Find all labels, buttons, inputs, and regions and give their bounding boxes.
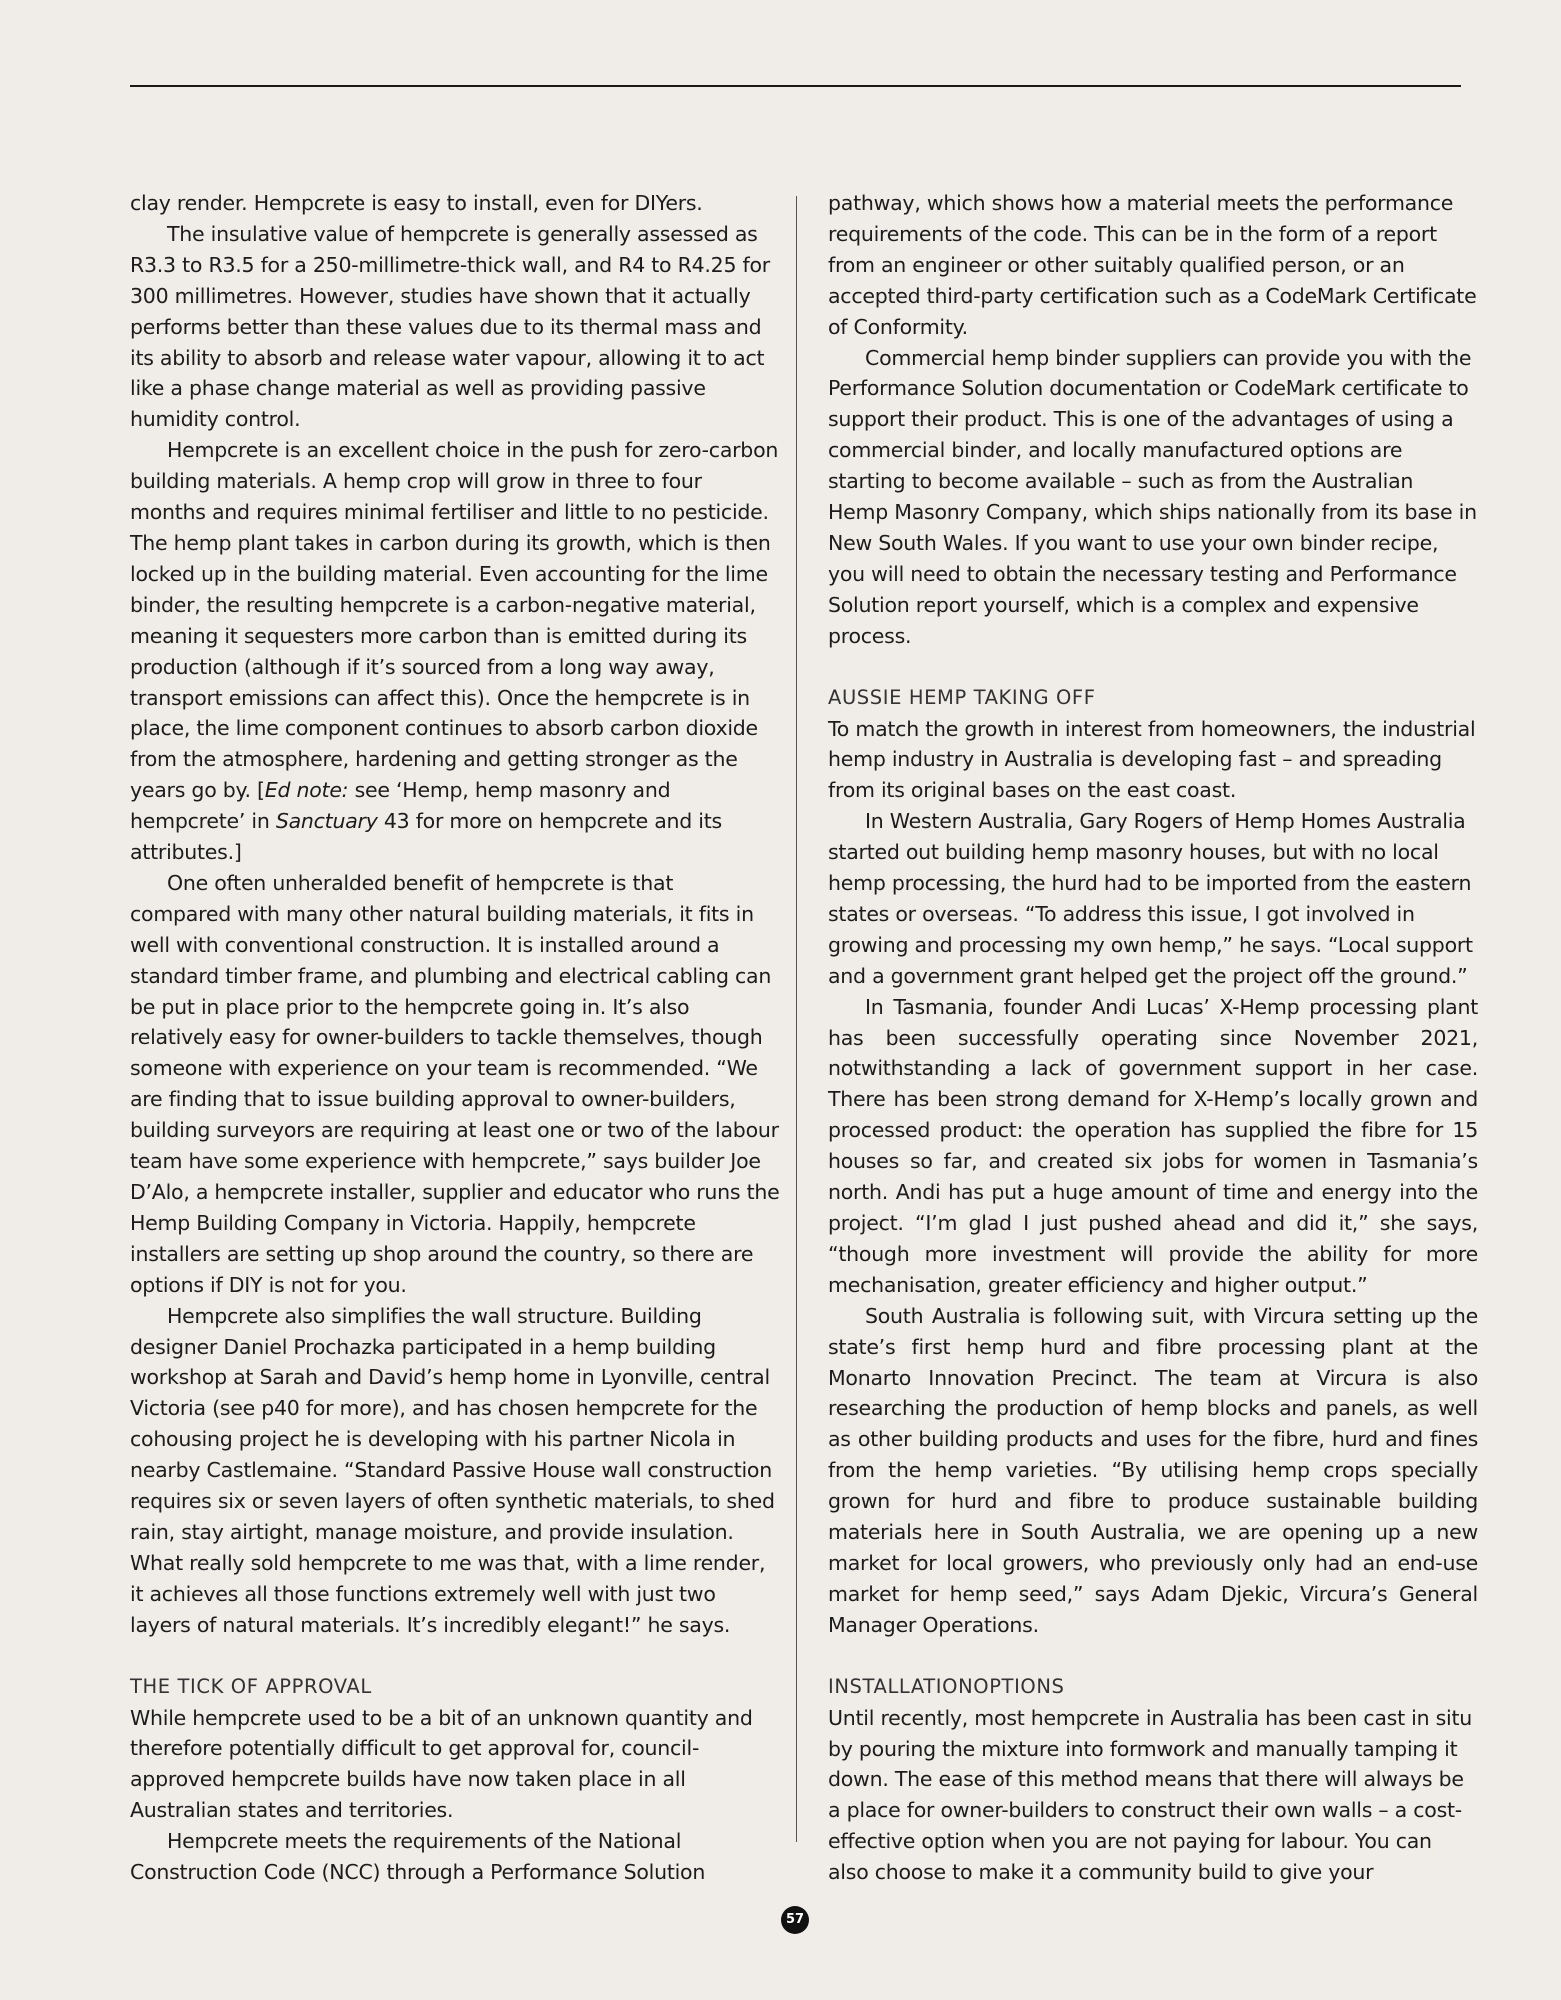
- paragraph: The insulative value of hempcrete is generally assessed as R3.3 to R3.5 for a 250-millimetre-thick wall, and R4 to R4.25 for 300 millimetres. However, studies have shown that it actually performs better than these values due to its thermal mass and its ability to absorb and release water vapour, allowing it to act like a phase change material as well as providing passive humidity control.: [130, 221, 770, 432]
- paragraph: In Tasmania, founder Andi Lucas’ X-Hemp processing plant has been successfully operating since November 2021, notwithstanding a lack of government support in her case. There has been strong demand for X-Hemp’s locally grown and processed product: the operation has supplied the fibre for 15 houses so far, and created six jobs for women in Tasmania’s north. Andi has put a huge amount of time and energy into the project. “I’m glad I just pushed ahead and did it,” she says, “though more investment will provide the ability for more mechanisation, greater efficiency and higher output.”: [828, 994, 1478, 1297]
- column-divider: [796, 196, 797, 1842]
- magazine-title: Sanctuary: [275, 809, 378, 834]
- paragraph: South Australia is following suit, with Vircura setting up the state’s first hemp hurd and fibre processing plant at the Monarto Innovation Precinct. The team at Vircura is also researching the production of hemp blocks and panels, as well as other building products and uses for the fibre, hurd and fines from the hemp varieties. “By utilising hemp crops specially grown for hurd and fibre to produce sustainable building materials here in South Australia, we are opening up a new market for local growers, who previously only had an end-use market for hemp seed,” says Adam Djekic, Vircura’s General Manager Operations.: [828, 1303, 1478, 1637]
- paragraph: In Western Australia, Gary Rogers of Hemp Homes Australia started out building hemp masonry houses, but with no local hemp processing, the hurd had to be imported from the eastern states or overseas. “To address this issue, I got involved in growing and processing my own hemp,” he says. “Local support and a government grant helped get the project off the ground.”: [828, 809, 1473, 988]
- header-rule: [130, 85, 1461, 87]
- paragraph-text: 43 for more on hempcrete and its attributes.]: [130, 809, 722, 865]
- right-column: [828, 188, 1478, 1888]
- section-heading: THE TICK OF APPROVAL: [130, 1674, 372, 1698]
- page-number: 57: [781, 1906, 809, 1934]
- paragraph: While hempcrete used to be a bit of an unknown quantity and therefore potentially difficult to get approval for, council-approved hempcrete builds have now taken place in all Australian states and territories.: [130, 1705, 753, 1823]
- paragraph: Hempcrete meets the requirements of the National Construction Code (NCC) through a Performance Solution: [130, 1829, 706, 1885]
- paragraph: [130, 435, 780, 868]
- paragraph: Commercial hemp binder suppliers can provide you with the Performance Solution documentation or CodeMark certificate to support their product. This is one of the advantages of using a commercial binder, and locally manufactured options are starting to become available – such as from the Australian Hemp Masonry Company, which ships nationally from its base in New South Wales. If you want to use your own binder recipe, you will need to obtain the necessary testing and Performance Solution report yourself, which is a complex and expensive process.: [828, 345, 1477, 648]
- paragraph: One often unheralded benefit of hempcrete is that compared with many other natural building materials, it fits in well with conventional construction. It is installed around a standard timber frame, and plumbing and electrical cabling can be put in place prior to the hempcrete going in. It’s also relatively easy for owner-builders to tackle themselves, though someone with experience on your team is recommended. “We are finding that to issue building approval to owner-builders, building surveyors are requiring at least one or two of the labour team have some experience with hempcrete,” says builder Joe D’Alo, a hempcrete installer, supplier and educator who runs the Hemp Building Company in Victoria. Happily, hempcrete installers are setting up shop around the country, so there are options if DIY is not for you.: [130, 870, 780, 1297]
- paragraph: pathway, which shows how a material meets the performance requirements of the code. This can be in the form of a report from an engineer or other suitably qualified person, or an accepted third-party certification such as a CodeMark Certificate of Conformity.: [828, 191, 1477, 339]
- paragraph: Hempcrete also simplifies the wall structure. Building designer Daniel Prochazka participated in a hemp building workshop at Sarah and David’s hemp home in Lyonville, central Victoria (see p40 for more), and has chosen hempcrete for the cohousing project he is developing with his partner Nicola in nearby Castlemaine. “Standard Passive House wall construction requires six or seven layers of often synthetic materials, to shed rain, stay airtight, manage moisture, and provide insulation. What really sold hempcrete to me was that, with a lime render, it achieves all those functions extremely well with just two layers of natural materials. It’s incredibly elegant!” he says.: [130, 1303, 775, 1637]
- left-column: [130, 188, 780, 1888]
- paragraph: Until recently, most hempcrete in Australia has been cast in situ by pouring the mixture into formwork and manually tamping it down. The ease of this method means that there will always be a place for owner-builders to construct their own walls – a cost-effective option when you are not paying for labour. You can also choose to make it a community build to give your: [828, 1705, 1472, 1885]
- section-heading: AUSSIE HEMP TAKING OFF: [828, 685, 1096, 709]
- editor-note-label: Ed note:: [264, 778, 349, 803]
- paragraph-text: see ‘Hemp, hemp masonry and hempcrete’ in: [130, 778, 671, 834]
- paragraph-text: Hempcrete is an excellent choice in the push for zero-carbon building materials. A hemp crop will grow in three to four months and requires minimal fertiliser and little to no pesticide. The hemp plant takes in carbon during its growth, which is then locked up in the building material. Even accounting for the lime binder, the resulting hempcrete is a carbon-negative material, meaning it sequesters more carbon than is emitted during its production (although if it’s sourced from a long way away, transport emissions can affect this). Once the hempcrete is in place, the lime component continues to absorb carbon dioxide from the atmosphere, hardening and getting stronger as the years go by. [: [130, 438, 779, 803]
- paragraph: To match the growth in interest from homeowners, the industrial hemp industry in Australia is developing fast – and spreading from its original bases on the east coast.: [828, 716, 1476, 803]
- paragraph: clay render. Hempcrete is easy to install, even for DIYers.: [130, 191, 703, 215]
- section-heading: INSTALLATIONOPTIONS: [828, 1674, 1065, 1698]
